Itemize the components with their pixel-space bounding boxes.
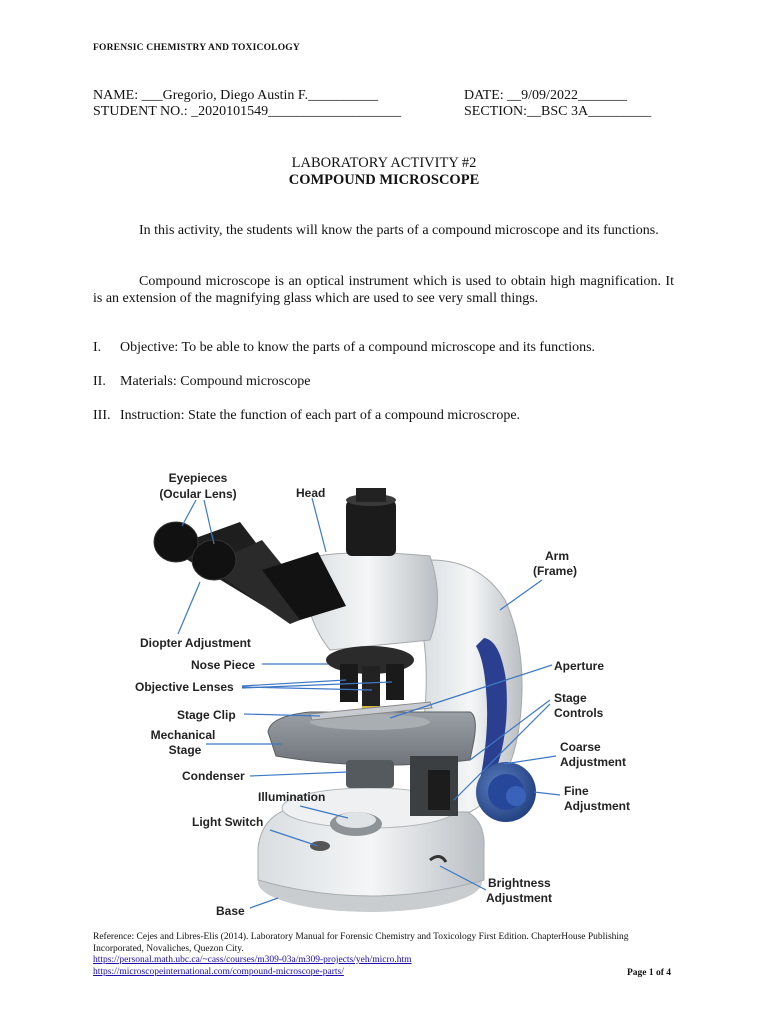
- light-switch-button: [310, 841, 330, 851]
- eyepieces: [154, 522, 346, 624]
- label-illumination: Illumination: [258, 790, 326, 804]
- label-brightness: Brightness: [488, 876, 551, 890]
- item-text: Instruction: State the function of each part of a compound microscrope.: [120, 408, 521, 423]
- instruction-item: [93, 408, 520, 424]
- label-base: Base: [216, 904, 245, 918]
- label-nose-piece: Nose Piece: [191, 658, 256, 672]
- label-stage-controls: Controls: [554, 706, 604, 720]
- activity-title: COMPOUND MICROSCOPE: [288, 172, 480, 188]
- date-field: DATE: __9/09/2022_______: [464, 88, 627, 103]
- label-aperture: Aperture: [554, 659, 605, 673]
- label-mechanical-stage: Stage: [168, 743, 202, 757]
- reference-link-ubc[interactable]: https://personal.math.ubc.ca/~cass/courses/m309-03a/m309-projects/yeh/micro.htm: [93, 955, 412, 965]
- label-light-switch: Light Switch: [192, 815, 264, 829]
- item-number: III.: [93, 408, 111, 423]
- label-brightness-adjustment: Adjustment: [486, 891, 552, 905]
- label-fine-adjustment: Adjustment: [564, 799, 630, 813]
- label-coarse: Coarse: [560, 740, 601, 754]
- label-eyepieces: Eyepieces: [168, 471, 228, 485]
- label-coarse-adjustment: Adjustment: [560, 755, 626, 769]
- reference-link-microscope-international[interactable]: https://microscopeinternational.com/compound-microscope-parts/: [93, 966, 344, 977]
- item-text: Objective: To be able to know the parts of a compound microscope and its functions.: [120, 340, 596, 355]
- label-head: Head: [296, 486, 326, 500]
- student-number: STUDENT NO.: _2020101549___________________: [93, 104, 402, 119]
- nose-piece: [326, 646, 414, 712]
- objective-item: [93, 340, 595, 356]
- label-ocular-lens: (Ocular Lens): [159, 487, 237, 501]
- label-frame: (Frame): [532, 564, 578, 578]
- label-stage-clip: Stage Clip: [177, 708, 236, 722]
- materials-item: [93, 374, 311, 390]
- student-name: NAME: ___Gregorio, Diego Austin F.__________: [93, 88, 379, 103]
- item-number: I.: [93, 340, 102, 355]
- label-stage: Stage: [554, 691, 587, 705]
- item-text: Materials: Compound microscope: [120, 374, 311, 389]
- course-header: FORENSIC CHEMISTRY AND TOXICOLOGY: [93, 43, 300, 53]
- activity-number: LABORATORY ACTIVITY #2: [291, 155, 477, 171]
- condenser: [346, 760, 394, 788]
- reference-footer: [93, 932, 653, 978]
- label-mechanical: Mechanical: [150, 728, 216, 742]
- label-fine: Fine: [564, 784, 589, 798]
- page-number: Page 1 of 4: [627, 968, 672, 978]
- intro-paragraph: In this activity, the students will know the parts of a compound microscope and its functions.: [139, 223, 659, 238]
- reference-text: Reference: Cejes and Libres-Elis (2014). Laboratory Manual for Forensic Chemistry and Toxicology First Edition. ChapterHouse Publishing Incorporated, Novaliches, Quezon City.: [93, 932, 629, 954]
- label-diopter-adjustment: Diopter Adjustment: [140, 636, 251, 650]
- label-arm: Arm: [544, 549, 570, 563]
- section-field: SECTION:__BSC 3A_________: [464, 104, 652, 119]
- microscope-diagram: [90, 462, 680, 932]
- item-number: II.: [93, 374, 106, 389]
- label-condenser: Condenser: [182, 769, 245, 783]
- label-objective-lenses: Objective Lenses: [135, 680, 234, 694]
- focus-knobs: [476, 762, 536, 822]
- definition-paragraph: Compound microscope is an optical instrument which is used to obtain high magnification. It is an extension of the magnifying glass which are used to see very small things.: [93, 274, 674, 306]
